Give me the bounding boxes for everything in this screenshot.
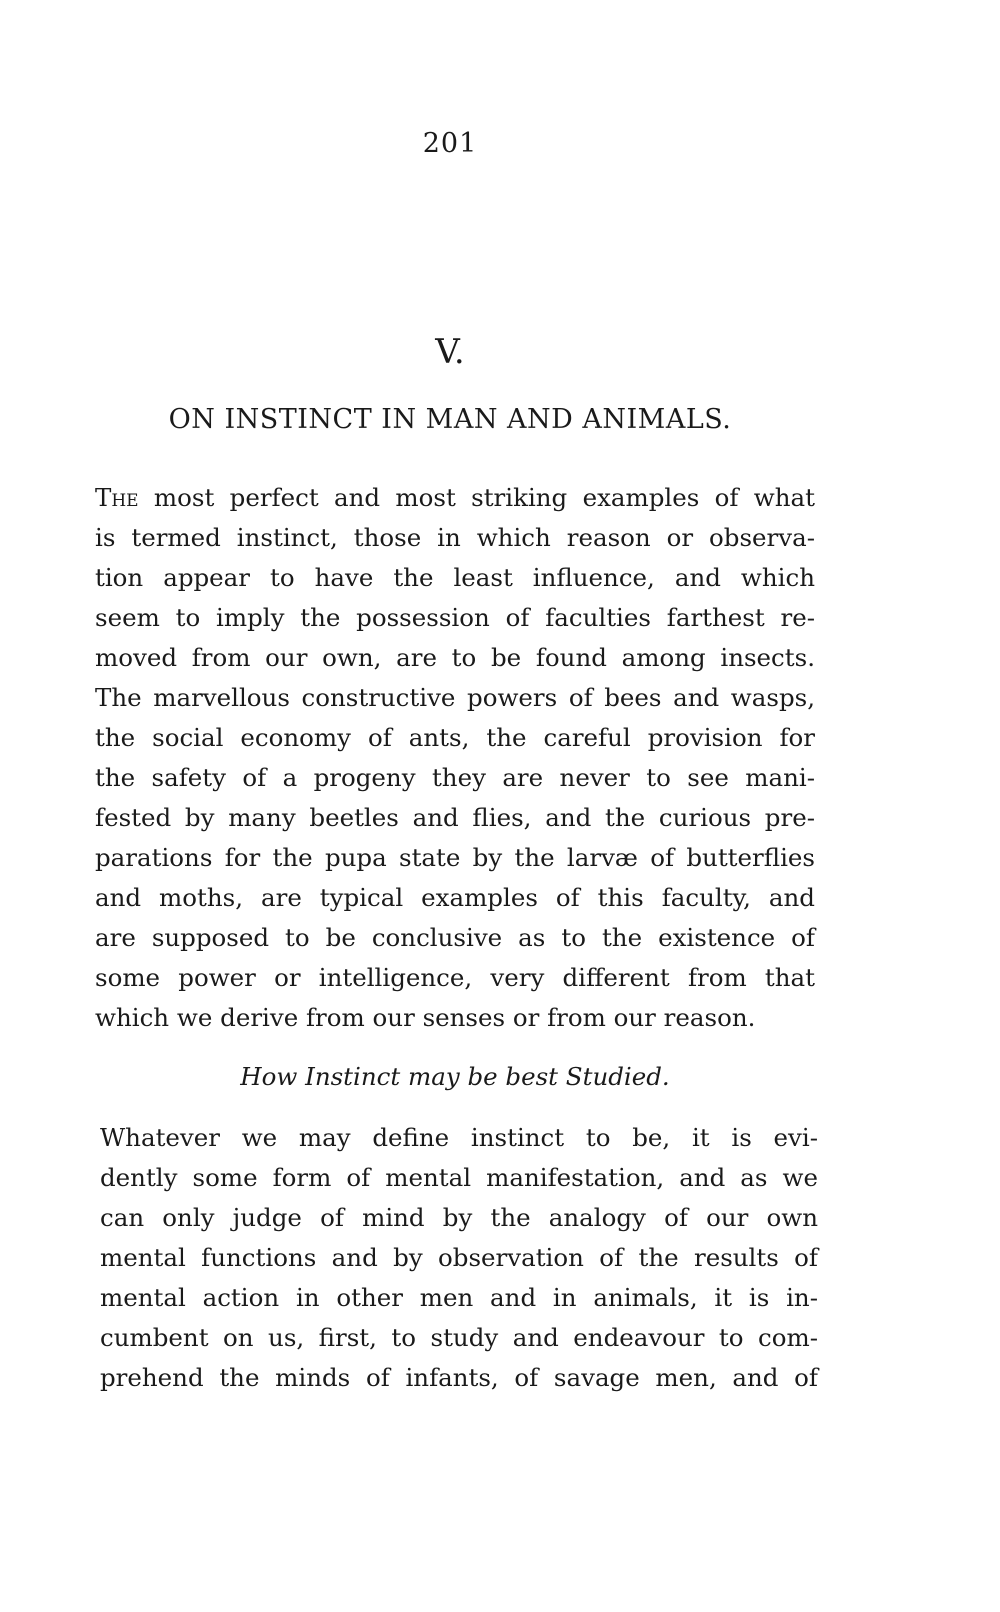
paragraph-2	[100, 1118, 818, 1398]
paragraph-line: are supposed to be conclusive as to the existence of	[95, 923, 815, 952]
chapter-title: ON INSTINCT IN MAN AND ANIMALS.	[168, 404, 732, 435]
paragraph-line: some power or intelligence, very different from that	[95, 963, 815, 992]
paragraph-line: can only judge of mind by the analogy of our own	[100, 1203, 818, 1232]
paragraph-line	[95, 478, 815, 518]
paragraph-line: mental action in other men and in animals, it is in-	[100, 1283, 818, 1312]
line-text: most perfect and most striking examples of what	[138, 483, 815, 512]
chapter-number: V.	[435, 332, 465, 372]
paragraph-line: cumbent on us, first, to study and endeavour to com-	[100, 1323, 818, 1352]
paragraph-line: seem to imply the possession of faculties farthest re-	[95, 603, 815, 632]
paragraph-line: Whatever we may define instinct to be, it is evi-	[100, 1123, 818, 1152]
paragraph-line: dently some form of mental manifestation, and as we	[100, 1163, 818, 1192]
paragraph-line: the social economy of ants, the careful provision for	[95, 723, 815, 752]
lead-word: The	[95, 483, 139, 512]
paragraph-line: tion appear to have the least influence, and which	[95, 563, 815, 592]
paragraph-line: The marvellous constructive powers of bees and wasps,	[95, 683, 815, 712]
paragraph-line: is termed instinct, those in which reason or observa-	[95, 523, 815, 552]
paragraph-line: prehend the minds of infants, of savage men, and of	[100, 1363, 818, 1392]
paragraph-1	[95, 478, 815, 1038]
paragraph-line: fested by many beetles and flies, and the curious pre-	[95, 803, 815, 832]
page-number: 201	[422, 128, 478, 159]
paragraph-line: parations for the pupa state by the larvæ of butterflies	[95, 843, 815, 872]
paragraph-line: mental functions and by observation of the results of	[100, 1243, 818, 1272]
paragraph-line: the safety of a progeny they are never to see mani-	[95, 763, 815, 792]
section-heading: How Instinct may be best Studied.	[240, 1062, 670, 1091]
paragraph-line: moved from our own, are to be found among insects.	[95, 643, 815, 672]
paragraph-line: which we derive from our senses or from our reason.	[95, 1003, 756, 1032]
paragraph-line: and moths, are typical examples of this faculty, and	[95, 883, 815, 912]
